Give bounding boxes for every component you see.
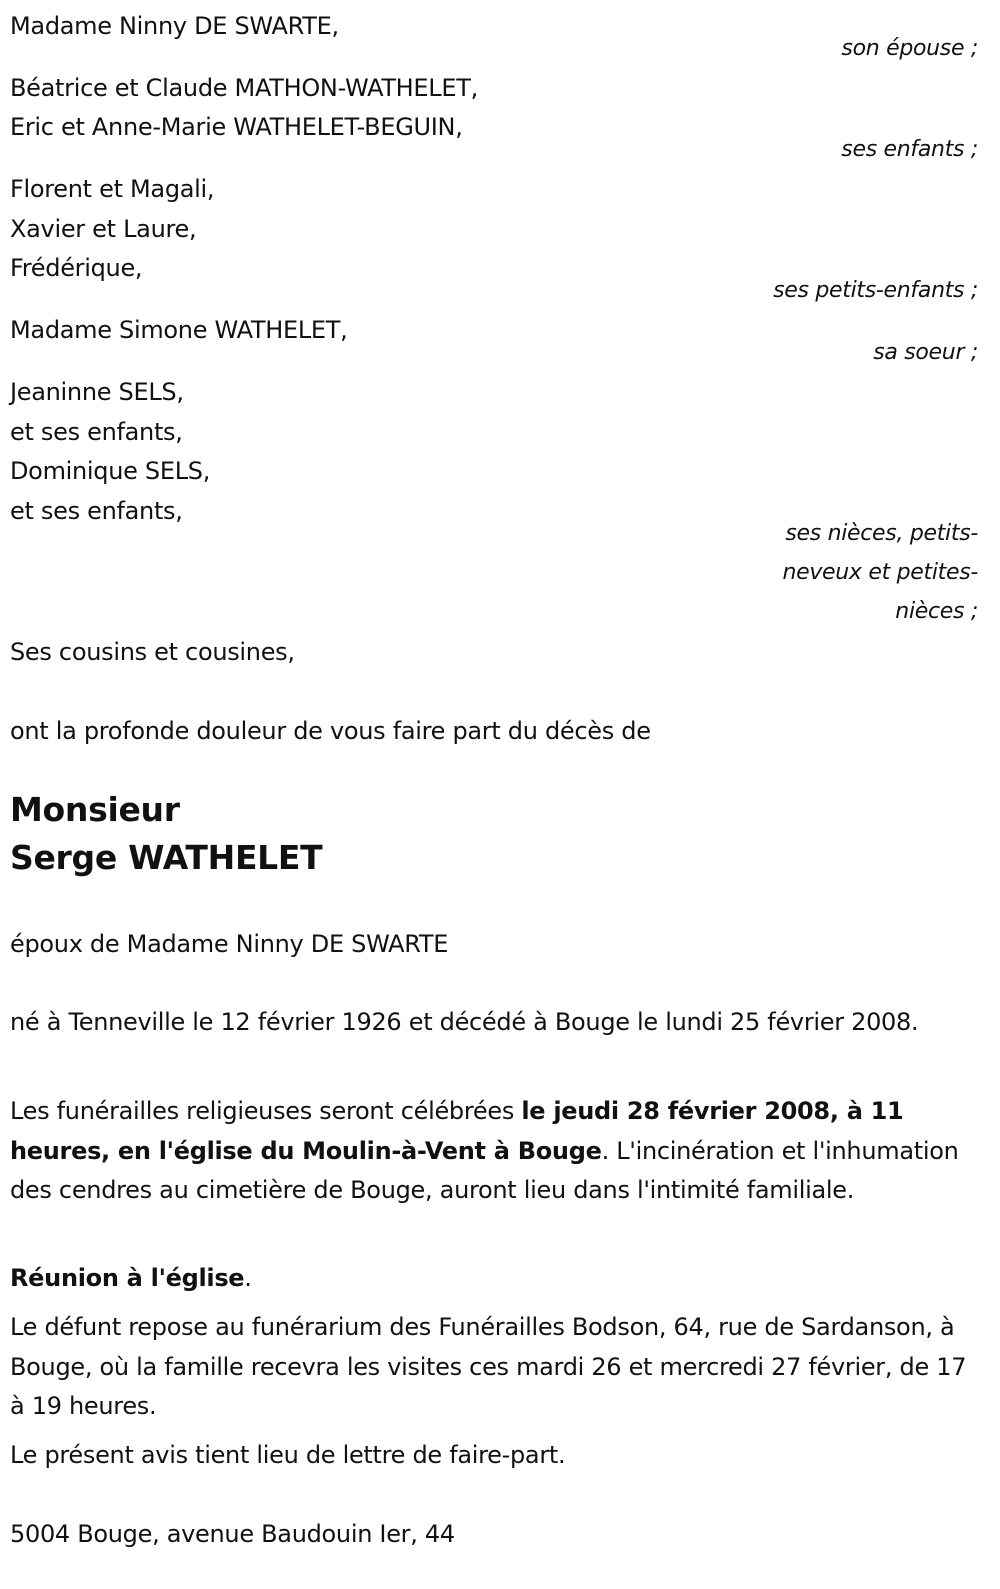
viewing-paragraph: Le défunt repose au funérarium des Funérailles Bodson, 64, rue de Sardanson, à Bouge, où la famille recevra les visites ces mardi 26 et mercredi 27 février, de 17 à 19 heures. xyxy=(10,1313,967,1420)
grandchild-name: Florent et Magali, xyxy=(10,175,215,203)
child-name: Béatrice et Claude MATHON-WATHELET, xyxy=(10,74,478,102)
address-line: 5004 Bouge, avenue Baudouin Ier, 44 xyxy=(10,1520,455,1548)
sister-role: sa soeur ; xyxy=(873,340,978,365)
sister-name: Madame Simone WATHELET, xyxy=(10,316,348,344)
funeral-datetime-location: le jeudi 28 février 2008, à 11 heures, en l'église du Moulin-à-Vent à Bouge xyxy=(10,1097,904,1165)
funeral-intro: Les funérailles religieuses seront célébrées xyxy=(10,1097,522,1125)
children-role: ses enfants ; xyxy=(841,137,978,162)
reunion-rest: . xyxy=(244,1264,252,1292)
niece-name: et ses enfants, xyxy=(10,418,183,446)
niece-name: Dominique SELS, xyxy=(10,457,211,485)
reunion-bold: Réunion à l'église xyxy=(10,1264,245,1292)
notice-paragraph: Le présent avis tient lieu de lettre de faire-part. xyxy=(10,1441,566,1469)
niece-name: et ses enfants, xyxy=(10,497,183,525)
niece-name: Jeaninne SELS, xyxy=(10,378,184,406)
deceased-title: Monsieur xyxy=(10,790,180,829)
spouse-name: Madame Ninny DE SWARTE, xyxy=(10,12,339,40)
birth-death-paragraph: né à Tenneville le 12 février 1926 et décédé à Bouge le lundi 25 février 2008. xyxy=(10,1008,919,1036)
announcement-text: ont la profonde douleur de vous faire part du décès de xyxy=(10,717,651,745)
grandchild-name: Xavier et Laure, xyxy=(10,215,197,243)
nieces-role-line: ses nièces, petits- xyxy=(785,521,978,546)
grandchildren-role: ses petits-enfants ; xyxy=(773,278,978,303)
reunion-paragraph xyxy=(10,1259,978,1299)
funeral-paragraph xyxy=(10,1092,978,1211)
cousins-line: Ses cousins et cousines, xyxy=(10,638,295,666)
nieces-role-line: neveux et petites- xyxy=(782,560,978,585)
funeral-rest: . L'incinération et l'inhumation des cendres au cimetière de Bouge, auront lieu dans l'intimité familiale. xyxy=(10,1136,959,1204)
deceased-name: Serge WATHELET xyxy=(10,838,323,877)
grandchild-name: Frédérique, xyxy=(10,254,143,282)
spouse-line: époux de Madame Ninny DE SWARTE xyxy=(10,930,449,958)
nieces-role-line: nièces ; xyxy=(895,599,978,624)
child-name: Eric et Anne-Marie WATHELET-BEGUIN, xyxy=(10,113,463,141)
spouse-role: son épouse ; xyxy=(841,36,978,61)
